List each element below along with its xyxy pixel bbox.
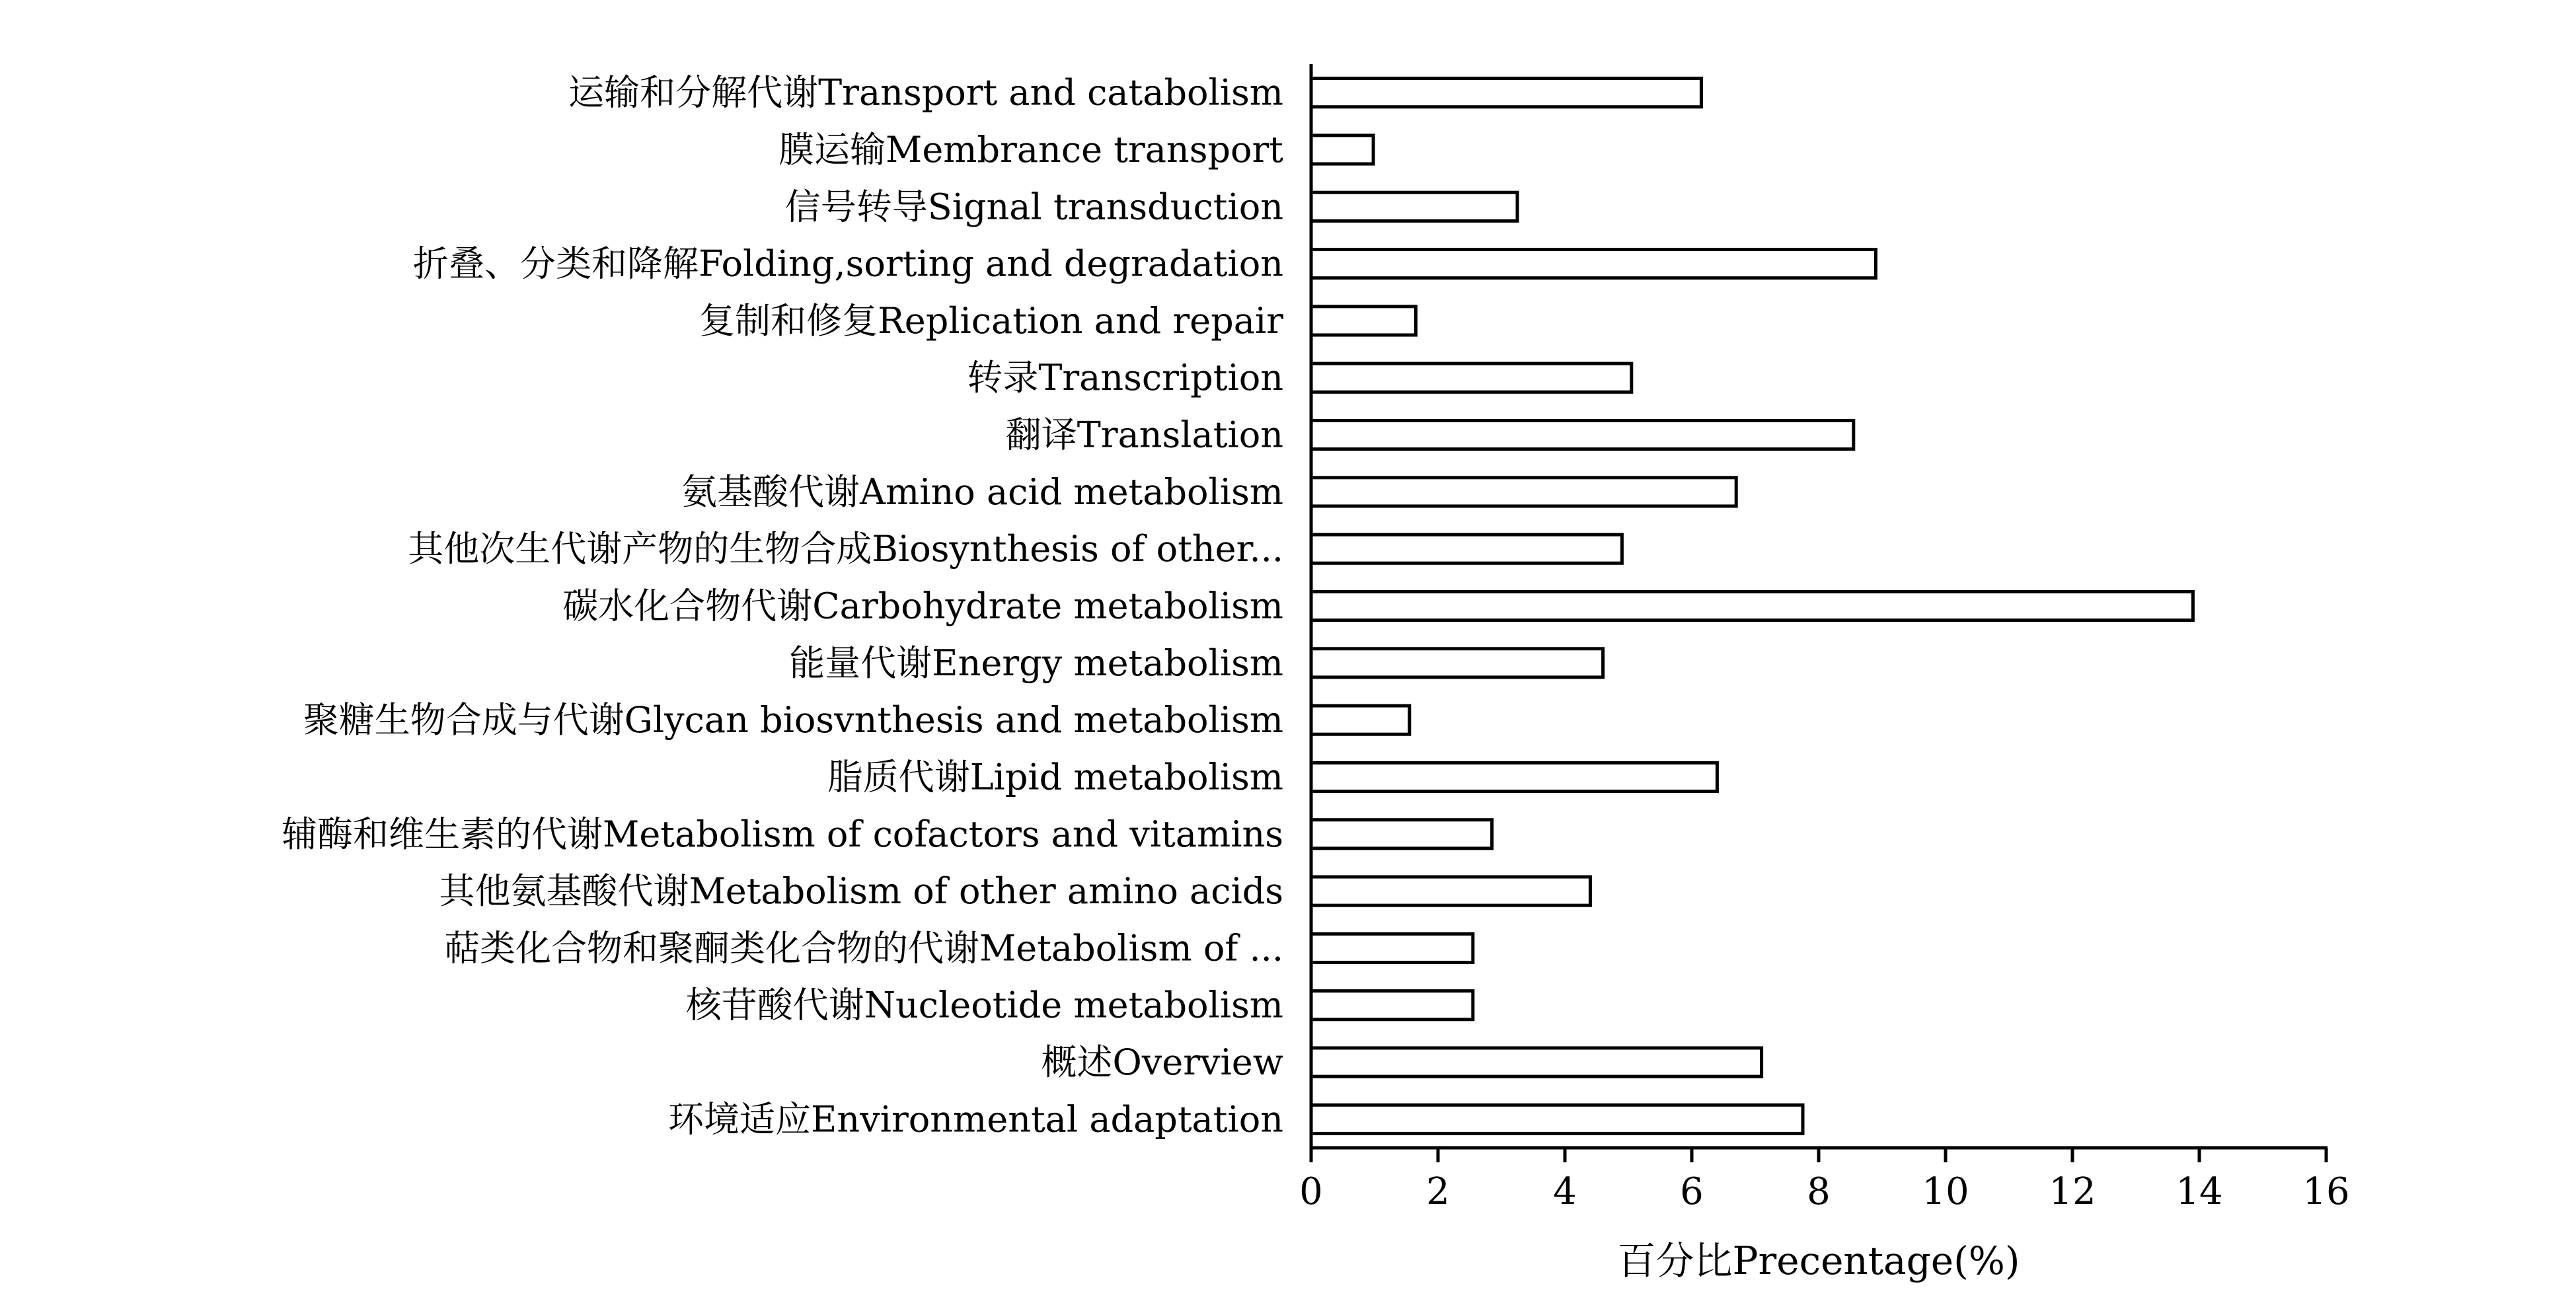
x-tick-label: 8 <box>1807 1170 1831 1213</box>
category-label: 折叠、分类和降解Folding,sorting and degradation <box>413 243 1283 285</box>
bar <box>1311 79 1701 107</box>
category-label: 膜运输Membrance transport <box>778 128 1283 170</box>
category-label: 辅酶和维生素的代谢Metabolism of cofactors and vitamins <box>282 813 1283 855</box>
bar <box>1311 363 1632 392</box>
x-tick-label: 12 <box>2049 1170 2096 1213</box>
x-ticks-group <box>1299 1148 2349 1213</box>
bar <box>1311 763 1717 791</box>
category-label: 能量代谢Energy metabolism <box>789 642 1283 684</box>
category-label: 萜类化合物和聚酮类化合物的代谢Metabolism of ... <box>443 927 1283 969</box>
x-tick-label: 2 <box>1426 1170 1450 1213</box>
x-tick-label: 0 <box>1299 1170 1323 1213</box>
x-tick-label: 16 <box>2302 1170 2350 1213</box>
category-label: 翻译Translation <box>1005 414 1283 456</box>
category-label: 脂质代谢Lipid metabolism <box>827 756 1283 798</box>
bars-group <box>1311 79 2193 1134</box>
category-label: 信号转导Signal transduction <box>784 186 1283 228</box>
category-label: 转录Transcription <box>967 357 1283 399</box>
bar <box>1311 1048 1762 1076</box>
category-label: 其他次生代谢产物的生物合成Biosynthesis of other... <box>408 528 1283 570</box>
category-label: 碳水化合物代谢Carbohydrate metabolism <box>562 585 1283 627</box>
bar <box>1311 535 1622 563</box>
bar <box>1311 135 1373 164</box>
x-axis-title: 百分比Precentage(%) <box>1617 1238 2020 1283</box>
bar <box>1311 192 1517 221</box>
bar <box>1311 877 1590 905</box>
bar <box>1311 591 2193 620</box>
category-label: 聚糖生物合成与代谢Glycan biosvnthesis and metabolism <box>303 699 1283 741</box>
bar <box>1311 420 1854 449</box>
x-tick-label: 6 <box>1680 1170 1704 1213</box>
bar <box>1311 1105 1803 1133</box>
bar <box>1311 706 1410 734</box>
category-label: 氨基酸代谢Amino acid metabolism <box>681 470 1283 513</box>
category-label: 环境适应Environmental adaptation <box>667 1098 1283 1141</box>
category-label: 其他氨基酸代谢Metabolism of other amino acids <box>439 870 1283 913</box>
category-label: 运输和分解代谢Transport and catabolism <box>568 71 1283 114</box>
category-labels-group <box>282 72 1283 1141</box>
bar <box>1311 307 1416 335</box>
bar <box>1311 991 1473 1020</box>
bar <box>1311 250 1875 278</box>
bar <box>1311 820 1492 848</box>
category-label: 复制和修复Replication and repair <box>699 299 1283 342</box>
bar <box>1311 934 1473 962</box>
category-label: 核苷酸代谢Nucleotide metabolism <box>685 984 1283 1026</box>
category-label: 概述Overview <box>1041 1041 1283 1084</box>
x-tick-label: 10 <box>1922 1170 1969 1213</box>
x-tick-label: 14 <box>2176 1170 2223 1213</box>
bar <box>1311 649 1603 677</box>
bar <box>1311 478 1736 506</box>
x-tick-label: 4 <box>1553 1170 1577 1213</box>
